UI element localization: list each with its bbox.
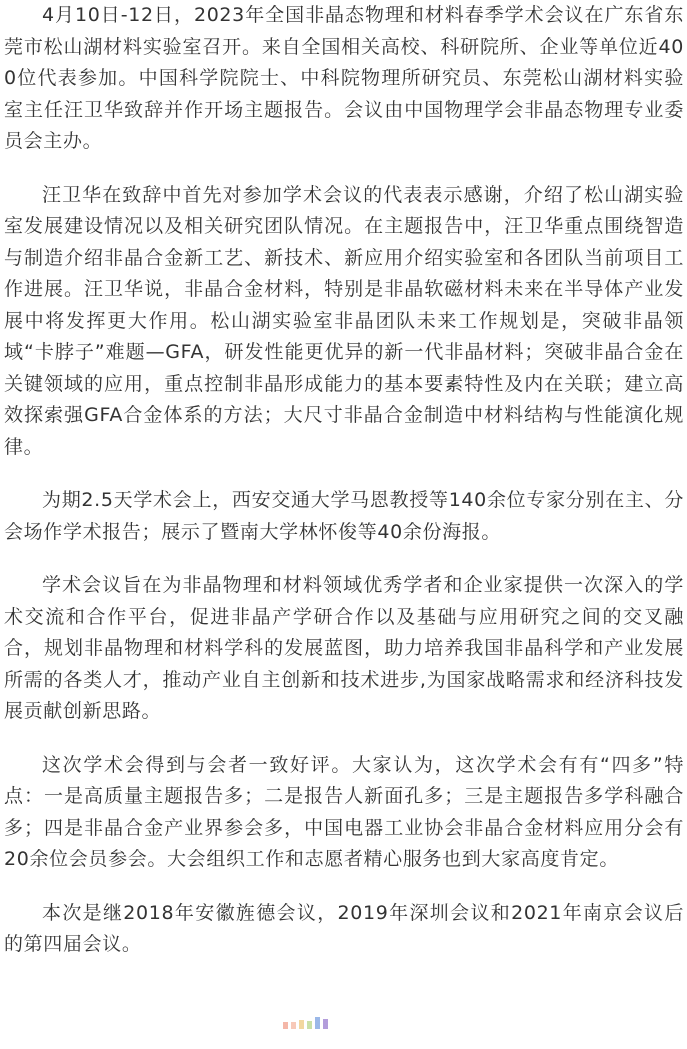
- footer-deco-bar: [323, 1019, 328, 1029]
- footer-deco-bar: [299, 1020, 304, 1029]
- footer-deco-bar: [315, 1017, 320, 1029]
- footer-deco-bar: [291, 1022, 296, 1029]
- paragraph-history: 本次是继2018年安徽旌德会议，2019年深圳会议和2021年南京会议后的第四届会议。: [4, 901, 684, 955]
- paragraph-speech: 汪卫华在致辞中首先对参加学术会议的代表表示感谢，介绍了松山湖实验室发展建设情况以及相关研究团队情况。在主题报告中，汪卫华重点围绕智造与制造介绍非晶合金新工艺、新技术、新应用介绍实验室和各团队当前项目工作进展。汪卫华说，非晶合金材料，特别是非晶软磁材料未来在半导体产业发展中将发挥更大作用。松山湖实验室非晶团队未来工作规划是，突破非晶领域“卡脖子”难题—GFA，研发性能更优异的新一代非晶材料；突破非晶合金在关键领域的应用，重点控制非晶形成能力的基本要素特性及内在关联；建立高效探索强GFA合金体系的方法；大尺寸非晶合金制造中材料结构与性能演化规律。: [4, 183, 684, 458]
- paragraph-feedback: 这次学术会得到与会者一致好评。大家认为，这次学术会有有“四多”特点：一是高质量主题报告多；二是报告人新面孔多；三是主题报告多学科融合多；四是非晶合金产业界参会多，中国电器工业协会非晶合金材料应用分会有20余位会员参会。大会组织工作和志愿者精心服务也到大家高度肯定。: [4, 753, 684, 870]
- paragraph-reports: 为期2.5天学术会上，西安交通大学马恩教授等140余位专家分别在主、分会场作学术报告；展示了暨南大学林怀俊等40余份海报。: [4, 489, 684, 543]
- paragraph-purpose: 学术会议旨在为非晶物理和材料领域优秀学者和企业家提供一次深入的学术交流和合作平台，促进非晶产学研合作以及基础与应用研究之间的交叉融合，规划非晶物理和材料学科的发展蓝图，助力培养我国非晶科学和产业发展所需的各类人才，推动产业自主创新和技术进步,为国家战略需求和经济科技发展贡献创新思路。: [4, 574, 684, 722]
- paragraph-opening: 4月10日-12日，2023年全国非晶态物理和材料春季学术会议在广东省东莞市松山湖材料实验室召开。来自全国相关高校、科研院所、企业等单位近400位代表参加。中国科学院院士、中科院物理所研究员、东莞松山湖材料实验室主任汪卫华致辞并作开场主题报告。会议由中国物理学会非晶态物理专业委员会主办。: [4, 4, 684, 152]
- footer-deco-bar: [283, 1022, 288, 1029]
- footer-divider-decoration: [283, 1013, 343, 1029]
- footer-deco-bar: [307, 1021, 312, 1029]
- article-body: [4, 0, 684, 961]
